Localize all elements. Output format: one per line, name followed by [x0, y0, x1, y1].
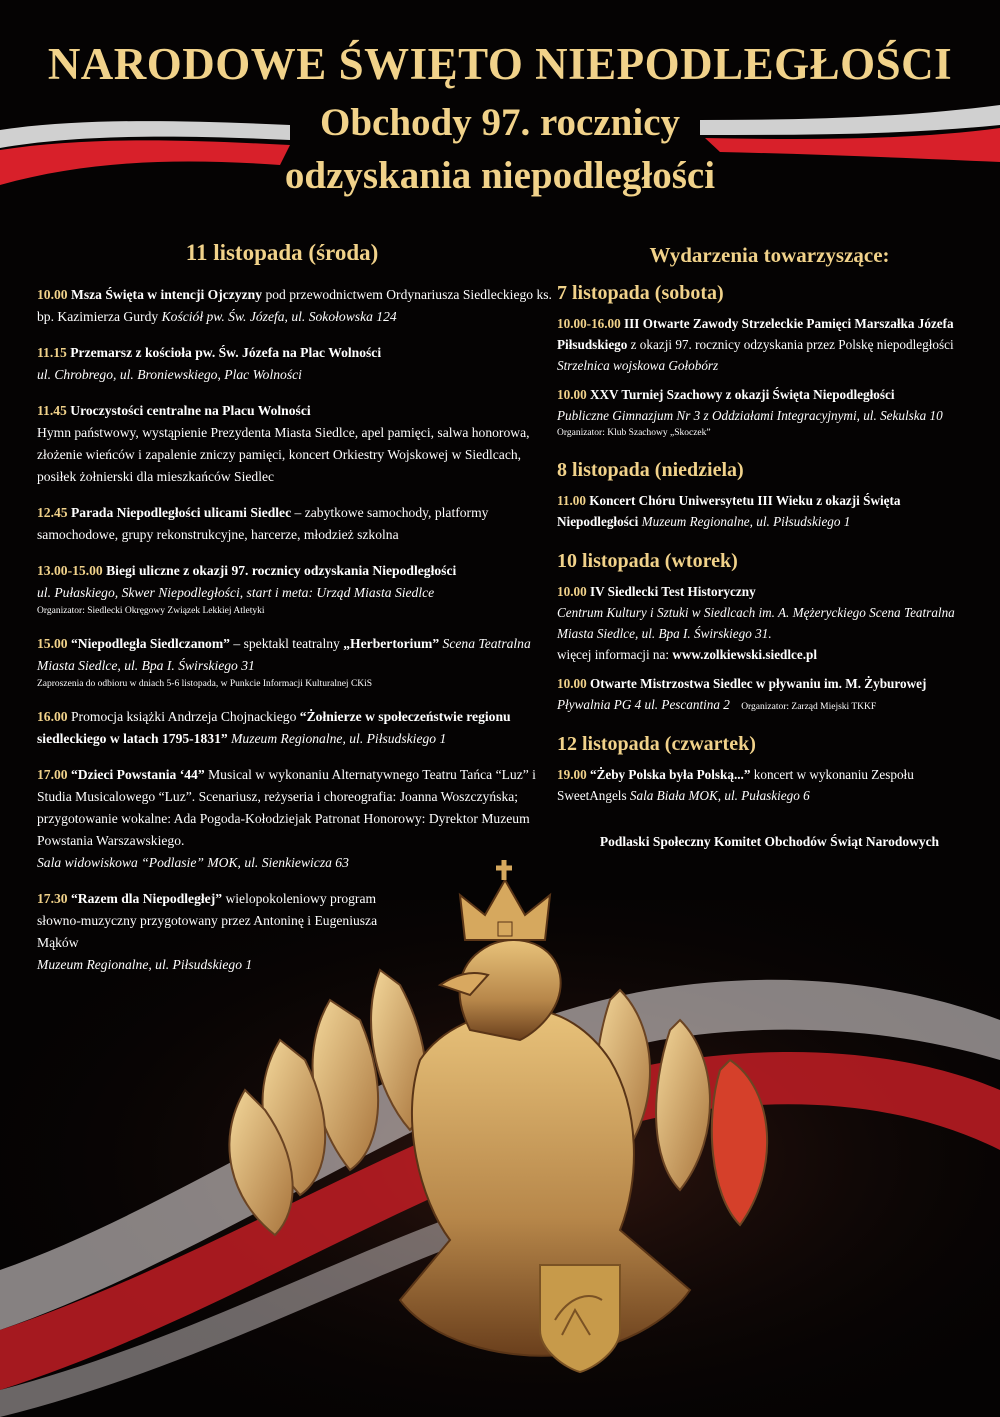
side-day-heading: 10 listopada (wtorek) — [557, 550, 738, 572]
event-time: 10.00-16.00 — [557, 316, 621, 331]
program-event — [37, 560, 552, 619]
event-text: – spektakl teatralny — [233, 636, 340, 651]
event-time: 16.00 — [37, 709, 68, 724]
event-text: z okazji 97. rocznicy odzyskania przez Polskę niepodległości — [630, 337, 954, 352]
event-title: Uroczystości centralne na Placu Wolności — [70, 403, 311, 418]
event-venue: Muzeum Regionalne, ul. Piłsudskiego 1 — [231, 731, 447, 746]
event-time: 10.00 — [37, 287, 68, 302]
event-time: 10.00 — [557, 584, 587, 599]
program-event — [37, 284, 552, 328]
event-time: 11.15 — [37, 345, 67, 360]
event-text: Musical w wykonaniu Alternatywnego Teatru Tańca “Luz” i Studia Musicalowego “Luz”. Scenariusz, reżyseria i choreografia: Joanna Woszczyńska; przygotowanie wokalne: Ada Pogoda-Kołodziejak Patronat Honorowy: Dyrektor Muzeum Powstania Warszawskiego. — [37, 767, 536, 848]
event-venue: Sala Biała MOK, ul. Pułaskiego 6 — [629, 788, 810, 803]
side-event — [557, 764, 982, 806]
event-note: Zaproszenia do odbioru w dniach 5-6 listopada, w Punkcie Informacji Kulturalnej CKiS — [37, 679, 373, 689]
program-event — [37, 764, 552, 874]
event-title: Parada Niepodległości ulicami Siedlec — [71, 505, 292, 520]
event-title: Msza Święta w intencji Ojczyzny — [71, 287, 263, 302]
program-event — [37, 502, 552, 546]
event-venue: Centrum Kultury i Sztuki w Siedlcach im. A. Mężeryckiego Scena Teatralna Miasta Siedlce, ul. Bpa I. Świrskiego 31. — [557, 605, 955, 641]
event-time: 19.00 — [557, 767, 587, 782]
side-event — [557, 673, 982, 715]
event-link[interactable]: www.zolkiewski.siedlce.pl — [672, 647, 818, 662]
event-time: 17.30 — [37, 891, 68, 906]
event-venue: ul. Chrobrego, ul. Broniewskiego, Plac Wolności — [37, 367, 302, 382]
event-venue: Scena Teatralna Miasta Siedlce, ul. Bpa I. Świrskiego 31 — [37, 636, 531, 673]
event-title: III Otwarte Zawody Strzeleckie Pamięci Marszałka Józefa Piłsudskiego — [557, 316, 954, 352]
event-title: “Razem dla Niepodległej” — [71, 891, 223, 906]
event-time: 10.00 — [557, 676, 587, 691]
event-time: 13.00-15.00 — [37, 563, 103, 578]
event-title: “Niepodległa Siedlczanom” — [71, 636, 230, 651]
event-time: 10.00 — [557, 387, 587, 402]
event-venue: ul. Pułaskiego, Skwer Niepodległości, start i meta: Urząd Miasta Siedlce — [37, 585, 435, 600]
main-day-heading: 11 listopada (środa) — [185, 240, 379, 265]
event-text: Promocja książki Andrzeja Chojnackiego — [71, 709, 297, 724]
event-title-secondary: „Herbertorium” — [343, 636, 440, 651]
event-organizer: Organizator: Zarząd Miejski TKKF — [741, 702, 877, 712]
program-event — [37, 888, 407, 976]
event-text: – zabytkowe samochody, platformy samochodowe, grupy rekonstrukcyjne, harcerze, młodzież szkolna — [37, 505, 489, 542]
side-event — [557, 384, 982, 441]
page-subtitle-line1: Obchody 97. rocznicy — [319, 101, 681, 144]
event-organizer: Organizator: Klub Szachowy „Skoczek” — [557, 428, 711, 438]
program-event — [37, 633, 552, 692]
program-event — [37, 342, 552, 386]
organizer-committee: Podlaski Społeczny Komitet Obchodów Świąt Narodowych — [599, 834, 940, 849]
event-title: “Dzieci Powstania ‘44” — [71, 767, 205, 782]
side-day-heading: 8 listopada (niedziela) — [557, 459, 744, 481]
event-title: IV Siedlecki Test Historyczny — [589, 584, 756, 599]
pogon-shield — [540, 1265, 620, 1372]
event-text: wielopokoleniowy program słowno-muzyczny przygotowany przez Antoninę i Eugeniusza Mąków — [37, 891, 378, 950]
side-events — [557, 240, 982, 850]
event-title: XXV Turniej Szachowy z okazji Święta Niepodległości — [589, 387, 895, 402]
event-venue: Publiczne Gimnazjum Nr 3 z Oddziałami Integracyjnymi, ul. Sekulska 10 — [557, 408, 943, 423]
side-day-heading: 7 listopada (sobota) — [557, 282, 724, 304]
event-time: 17.00 — [37, 767, 68, 782]
event-title: Koncert Chóru Uniwersytetu III Wieku z okazji Święta Niepodległości — [557, 493, 901, 529]
side-event — [557, 581, 982, 665]
event-venue: Muzeum Regionalne, ul. Piłsudskiego 1 — [37, 957, 253, 972]
event-title: Biegi uliczne z okazji 97. rocznicy odzyskania Niepodległości — [106, 563, 457, 578]
event-time: 11.00 — [557, 493, 586, 508]
side-event — [557, 313, 982, 376]
side-events-heading: Wydarzenia towarzyszące: — [649, 243, 890, 267]
page-title: NARODOWE ŚWIĘTO NIEPODLEGŁOŚCI — [47, 39, 953, 89]
event-title: Otwarte Mistrzostwa Siedlec w pływaniu im. M. Żyburowej — [589, 676, 927, 691]
event-time: 11.45 — [37, 403, 67, 418]
page-subtitle-line2: odzyskania niepodległości — [284, 154, 716, 197]
event-text: pod przewodnictwem Ordynariusza Siedleckiego ks. bp. Kazimierza Gurdy — [37, 287, 552, 324]
event-text: więcej informacji na: — [557, 647, 670, 662]
event-title: “Żeby Polska była Polską...” — [589, 767, 751, 782]
event-venue: Kościół pw. Św. Józefa, ul. Sokołowska 124 — [161, 309, 397, 324]
event-venue: Pływalnia PG 4 ul. Pescantina 2 — [557, 697, 730, 712]
event-title: Przemarsz z kościoła pw. Św. Józefa na Plac Wolności — [70, 345, 382, 360]
event-text: koncert w wykonaniu Zespołu SweetAngels — [557, 767, 914, 803]
event-venue: Sala widowiskowa “Podlasie” MOK, ul. Sienkiewicza 63 — [37, 855, 349, 870]
program-event — [37, 706, 552, 750]
side-day-heading: 12 listopada (czwartek) — [557, 733, 756, 755]
main-program — [37, 240, 552, 990]
side-event — [557, 490, 982, 532]
event-text: Hymn państwowy, wystąpienie Prezydenta Miasta Siedlce, apel pamięci, salwa honorowa, złożenie wieńców i zapalenie zniczy pamięci, koncert Orkiestry Wojskowej w Siedlcach, posiłek żołnierski dla mieszkańców Siedlec — [37, 425, 530, 484]
event-venue: Strzelnica wojskowa Gołobórz — [557, 358, 719, 373]
event-title: “Żołnierze w społeczeństwie regionu siedleckiego w latach 1795-1831” — [37, 709, 511, 746]
event-time: 15.00 — [37, 636, 68, 651]
event-time: 12.45 — [37, 505, 68, 520]
program-event — [37, 400, 552, 488]
event-organizer: Organizator: Siedlecki Okręgowy Związek Lekkiej Atletyki — [37, 606, 265, 616]
event-venue: Muzeum Regionalne, ul. Piłsudskiego 1 — [641, 514, 851, 529]
